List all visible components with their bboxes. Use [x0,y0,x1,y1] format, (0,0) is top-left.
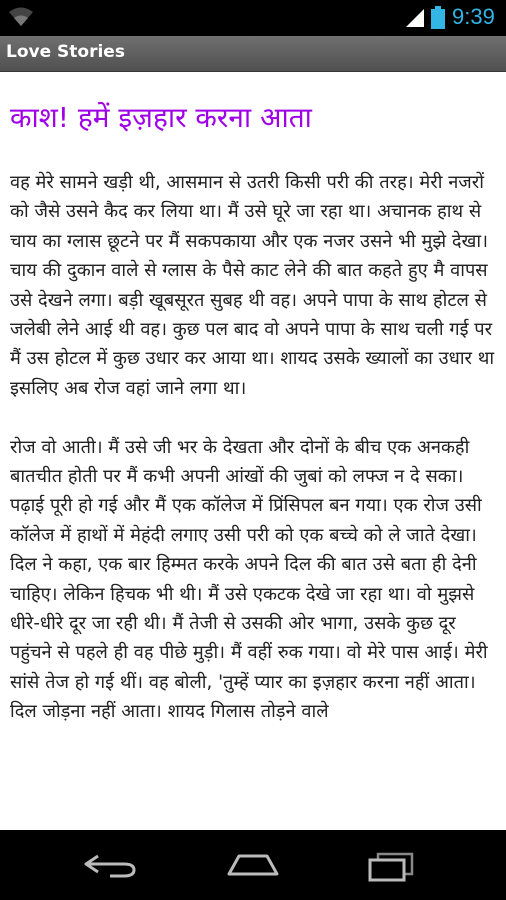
home-icon[interactable] [223,848,283,882]
back-icon[interactable] [80,848,140,882]
app-title: Love Stories [6,42,125,62]
battery-icon [430,6,446,34]
signal-icon [404,6,426,32]
story-content[interactable] [0,72,506,830]
action-bar [0,36,506,72]
story-paragraph: वह मेरे सामने खड़ी थी, आसमान से उतरी किसी परी की तरह। मेरी नजरों को जैसे उसने कैद कर लिया था। मैं उसे घूरे जा रहा था। अचानक हाथ से चाय का ग्लास छूटने पर मैं सकपकाया और एक नजर उसने भी मुझे देखा। चाय की दुकान वाले से ग्लास के पैसे काट लेने की बात कहते हुए मै वापस उसे देखने लगा। बड़ी खूबसूरत सुबह थी वह। अपने पापा के साथ होटल से जलेबी लेने आई थी वह। कुछ पल बाद वो अपने पापा के साथ चली गई पर मैं उस होटल में कुछ उधार कर आया था। शायद उसके ख्यालों का उधार था इसलिए अब रोज वहां जाने लगा था। [10,172,495,399]
story-paragraph: रोज वो आती। मैं उसे जी भर के देखता और दोनों के बीच एक अनकही बातचीत होती पर मैं कभी अपनी आंखों की जुबां को लफ्ज न दे सका। पढ़ाई पूरी हो गई और मैं एक कॉलेज में प्रिंसिपल बन गया। एक रोज उसी कॉलेज में हाथों में मेहंदी लगाए उसी परी को एक बच्चे को ले जाते देखा। दिल ने कहा, एक बार हिम्मत करके अपने दिल की बात उसे बता ही देनी चाहिए। लेकिन हिचक भी थी। मैं उसे एकटक देखे जा रहा था। वो मुझसे धीरे-धीरे दूर जा रही थी। मैं तेजी से उसकी ओर भागा, उसके कुछ दूर पहुंचने से पहले ही वह पीछे मुड़ी। मैं वहीं रुक गया। वो मेरे पास आई। मेरी सांसे तेज हो गई थीं। वह बोली, 'तुम्हें प्यार का इज़हार करना नहीं आता। दिल जोड़ना नहीं आता। शायद गिलास तोड़ने वाले [10,436,488,723]
story-title: काश! हमें इज़हार करना आता [10,101,312,134]
navigation-bar [0,830,506,900]
story-body [10,168,498,756]
clock: 9:39 [452,4,495,29]
recent-apps-icon[interactable] [362,848,422,882]
status-bar [0,0,506,36]
wifi-icon [8,6,34,32]
